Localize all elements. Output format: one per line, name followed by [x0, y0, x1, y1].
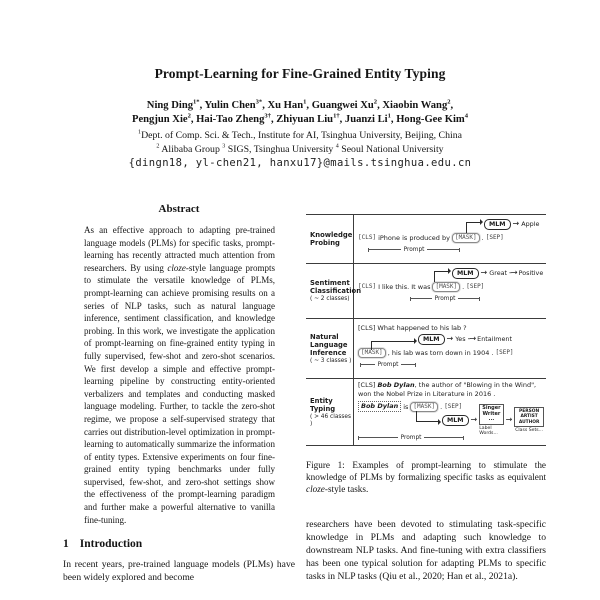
- dashed-arrow-icon: [468, 335, 476, 343]
- mlm-box: MLM: [442, 415, 469, 426]
- output-word: Yes: [455, 335, 466, 343]
- figure-row-nli: [306, 319, 546, 379]
- mlm-box: MLM: [484, 219, 511, 230]
- arrow-right-icon: [471, 416, 478, 424]
- output-word: Apple: [521, 220, 540, 228]
- arrow-right-icon: [513, 220, 520, 228]
- affiliation-line-2: $^2$ Alibaba Group $^3$ SIGS, Tsinghua University $^4$ Seoul National University: [156, 143, 444, 155]
- row-label-cell: [306, 379, 354, 445]
- mask-token: [MASK]: [432, 282, 460, 292]
- sentence-text: , his lab was torn down in 1904 .: [387, 348, 494, 357]
- prompt-bracket: [360, 361, 416, 368]
- connector-line: [434, 271, 449, 282]
- period: .: [481, 233, 484, 242]
- row-label: Knowledge Probing: [310, 231, 353, 247]
- mask-token: [MASK]: [358, 348, 386, 358]
- mask-token: [MASK]: [410, 402, 438, 412]
- prompt-bracket: [358, 434, 464, 441]
- abstract-heading: Abstract: [158, 203, 200, 215]
- arrow-right-icon: [447, 335, 454, 343]
- prompt-label: Prompt: [400, 434, 422, 441]
- row-content: [354, 215, 546, 263]
- mlm-line: [418, 333, 544, 345]
- label-words-group: [479, 404, 503, 436]
- row-content: [354, 379, 546, 445]
- row-class-count: ( > 46 classes ): [310, 413, 351, 427]
- context-sentence: [CLS] Bob Dylan, the author of "Blowing in the Wind", won the Nobel Prize in Literature in 2016 .: [358, 381, 537, 398]
- premise-sentence: [358, 322, 544, 333]
- arrow-right-icon: [506, 416, 513, 424]
- output-word: Great: [489, 269, 508, 277]
- row-label-cell: [306, 215, 354, 263]
- sentence-text: is: [403, 402, 409, 411]
- label-words-box: Singer Writer ...: [479, 404, 503, 425]
- row-label: Natural Language Inference: [310, 332, 348, 357]
- mlm-box: MLM: [452, 268, 479, 279]
- figure-row-sentiment-classification: [306, 264, 546, 319]
- right-column: [306, 198, 546, 584]
- mask-token: [MASK]: [452, 233, 480, 243]
- sentence-text: iPhone is produced by: [378, 233, 450, 242]
- affiliation-block: [0, 129, 600, 156]
- mlm-line: [484, 218, 544, 230]
- sep-token: [SEP]: [495, 349, 514, 356]
- author-line-2: Pengjun Xie$^2$, Hai-Tao Zheng$^{3\dagger}$, Zhiyuan Liu$^{1\dagger}$, Juanzi Li$^1$, Hong-Gee Kim$^4$: [131, 111, 469, 125]
- intro-paragraph: In recent years, pre-trained language models (PLMs) have been widely explored and become: [63, 559, 295, 584]
- body-paragraph: researchers have been devoted to stimulating task-specific knowledge in PLMs and adapting such knowledge to downstream NLP tasks. And fine-tuning with extra classifiers has been one typical solution for adapting PLMs to specific tasks in NLP tasks (Qiu et al., 2020; Han et al., 2021a).: [306, 519, 546, 582]
- abstract-text: As an effective approach to adapting pre-trained language models (PLMs) for specific tasks, prompt-learning has recently attracted much attention from researchers. By using cloze-style language prompts to stimulate the versatile knowledge of PLMs, prompt-learning can achieve promising results on a series of NLP tasks, such as natural language inference, sentiment classification, and knowledge probing. In this work, we investigate the application of prompt-learning on fine-grained entity typing in fully supervised, few-shot and zero-shot scenarios. We first develop a simple and effective prompt-learning pipeline by constructing entity-oriented verbalizers and templates and conducting masked language modeling. Further, to tackle the zero-shot regime, we propose a self-supervised strategy that carries out distribution-level optimization in prompt-learning to automatically summarize the information of entity types. Extensive experiments on four fine-grained entity typing benchmarks under fully supervised, few-shot, and zero-shot settings show the effectiveness of the prompt-learning paradigm and further make a powerful alternative to vanilla fine-tuning.: [84, 225, 275, 525]
- class-set-caption: Class Sets...: [515, 428, 544, 434]
- sentence-text: I like this. It was: [378, 282, 431, 291]
- sep-token: [SEP]: [485, 234, 504, 241]
- period: .: [440, 402, 443, 411]
- input-sentence: [358, 281, 544, 292]
- mapped-class: Positive: [518, 269, 544, 277]
- two-column-body: [63, 198, 545, 584]
- connector-line: [371, 341, 415, 350]
- sep-token: [SEP]: [466, 283, 485, 290]
- prompt-label: Prompt: [403, 246, 425, 253]
- row-content: [354, 264, 546, 318]
- row-class-count: ( ~ 2 classes): [310, 296, 350, 302]
- row-label-cell: [306, 264, 362, 318]
- class-set-group: [514, 407, 544, 434]
- dashed-arrow-icon: [509, 269, 517, 277]
- prompt-label: Prompt: [377, 361, 399, 368]
- figure-row-knowledge-probing: [306, 215, 546, 264]
- prompt-bracket: [410, 295, 480, 302]
- connector-line: [416, 411, 439, 422]
- figure-caption: Figure 1: Examples of prompt-learning to stimulate the knowledge of PLMs by formalizing specific tasks as equivalent cloze-style tasks.: [306, 460, 546, 494]
- cls-token: [CLS]: [358, 283, 377, 290]
- figure-row-entity-typing: [306, 379, 546, 446]
- row-label: Sentiment Classification: [310, 279, 362, 295]
- cls-token: [CLS]: [358, 234, 377, 241]
- row-content: [354, 319, 546, 378]
- prompt-bracket: [368, 246, 460, 253]
- left-column: [63, 198, 295, 584]
- class-set-box: PERSON ARTIST AUTHOR: [514, 407, 544, 428]
- affiliation-line-1: $^1$Dept. of Comp. Sci. & Tech., Institute for AI, Tsinghua University, Beijing, China: [138, 129, 462, 141]
- section-title: Introduction: [79, 538, 143, 551]
- sentence-text: [CLS] What happened to his lab ?: [358, 323, 467, 332]
- figure-1: [306, 214, 546, 446]
- prompt-label: Prompt: [434, 295, 456, 302]
- input-sentence: [358, 232, 544, 243]
- sep-token: [SEP]: [444, 403, 463, 410]
- label-words-caption: Label Words...: [479, 425, 498, 436]
- connector-line: [466, 222, 481, 233]
- row-label-cell: [306, 319, 354, 378]
- period: .: [462, 282, 465, 291]
- mlm-box: MLM: [418, 334, 445, 345]
- section-heading-introduction: [63, 538, 295, 550]
- section-number: 1: [63, 538, 69, 551]
- mapped-class: Entailment: [477, 335, 512, 343]
- author-line-1: Ning Ding$^{1*}$, Yulin Chen$^{3*}$, Xu Han$^1$, Guangwei Xu$^2$, Xiaobin Wang$^2$,: [146, 98, 454, 111]
- mlm-line: [452, 267, 544, 279]
- entity-mention-box: Bob Dylan: [358, 401, 401, 412]
- row-class-count: ( ~ 3 classes ): [310, 357, 352, 364]
- row-label: Entity Typing: [310, 396, 336, 413]
- author-block: [0, 99, 600, 126]
- arrow-right-icon: [481, 269, 488, 277]
- paper-title: Prompt-Learning for Fine-Grained Entity Typing: [154, 66, 446, 81]
- email-line: {dingn18, yl-chen21, hanxu17}@mails.tsinghua.edu.cn: [128, 157, 472, 169]
